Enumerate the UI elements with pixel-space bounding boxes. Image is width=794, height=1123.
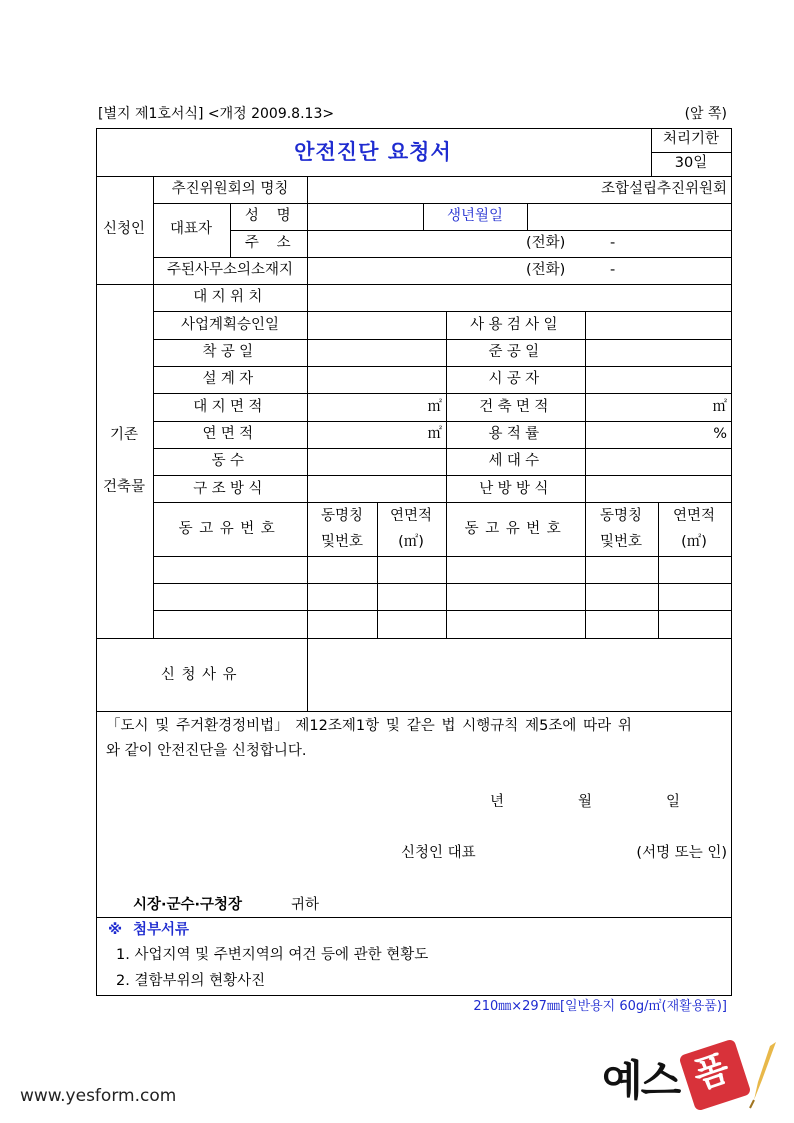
floor-area-ratio-unit: % [713,426,727,442]
pen-icon [740,1040,780,1110]
bldg-name-header-right-1: 동명칭 [599,508,643,524]
recipient: 시장·군수·구청장 [133,897,243,913]
use-inspection-date-label: 사용검사일 [470,317,562,333]
logo-text-badge: 폼 [688,1047,735,1098]
site-area-label: 대지면적 [193,399,267,415]
signature-label: (서명 또는 인) [636,845,727,861]
date-year: 년 [490,794,505,810]
building-section-label-2: 건축물 [102,479,146,495]
page-side: (앞 쪽) [684,106,727,122]
attachment-item-2: 2. 결함부위의 현황사진 [116,973,266,989]
heating-type-label: 난방방식 [479,481,553,497]
statement-line-2: 와 같이 안전진단을 신청합니다. [106,743,307,759]
date-month: 월 [578,794,593,810]
completion-date-label: 준공일 [488,344,544,360]
designer-label: 설계자 [202,371,258,387]
site-url: www.yesform.com [20,1086,177,1106]
floor-area-ratio-label: 용적률 [488,426,544,442]
address-label: 주 소 [244,235,298,251]
office-phone-label: (전화) [526,262,566,278]
form-reference: [별지 제1호서식] <개정 2009.8.13> [98,106,335,122]
representative-label: 대표자 [169,221,213,237]
household-count-label: 세대수 [488,453,544,469]
phone-label: (전화) [526,235,566,251]
recipient-suffix: 귀하 [291,897,320,913]
building-area-unit: ㎡ [712,399,727,415]
total-floor-area-unit: ㎡ [427,426,442,442]
constructor-label: 시공자 [488,371,544,387]
birth-date-label: 생년월일 [446,208,504,224]
site-location-label: 대지위치 [193,289,267,305]
bldg-name-header-left-1: 동명칭 [320,508,364,524]
office-address-field[interactable] [308,258,518,283]
unique-no-header-right: 동고유번호 [464,521,568,537]
plan-approval-date-label: 사업계획승인일 [180,317,280,333]
bldg-name-header-left-2: 및번호 [320,534,364,550]
deadline-value: 30일 [674,155,708,171]
deadline-label: 처리기한 [662,131,720,147]
office-phone-dash: - [610,262,616,278]
birth-date-field[interactable] [528,204,730,229]
yesform-logo [600,1040,780,1110]
applicant-section-label: 신청인 [102,221,146,237]
attachments-title: 첨부서류 [133,922,190,938]
site-location-field[interactable] [308,285,730,310]
reason-label: 신청사유 [160,667,244,683]
area-header-right-1: 연면적 [672,508,716,524]
logo-text-main: 예스 [602,1056,680,1105]
area-header-left-2: (㎡) [398,534,424,550]
building-count-label: 동수 [211,453,249,469]
attachments-mark: ※ [108,922,123,938]
site-area-unit: ㎡ [427,399,442,415]
phone-dash: - [610,235,616,251]
building-area-label: 건축면적 [479,399,553,415]
address-field[interactable] [308,231,518,256]
name-field[interactable] [308,204,422,229]
name-label: 성 명 [244,208,298,224]
statement-line-1: 「도시 및 주거환경정비법」 제12조제1항 및 같은 법 시행규칙 제5조에 따라 위 [106,718,632,734]
paper-spec: 210㎜×297㎜[일반용지 60g/㎡(재활용품)] [473,999,727,1014]
reason-field[interactable] [308,639,730,710]
building-section-label-1: 기존 [109,427,139,443]
total-floor-area-label: 연면적 [202,426,258,442]
applicant-rep-label: 신청인 대표 [401,845,476,861]
committee-name-value: 조합설립추진위원회 [600,181,727,197]
date-day: 일 [666,794,681,810]
structure-type-label: 구조방식 [193,481,267,497]
bldg-name-header-right-2: 및번호 [599,534,643,550]
attachment-item-1: 1. 사업지역 및 주변지역의 여건 등에 관한 현황도 [116,947,429,963]
committee-name-label: 추진위원회의 명칭 [171,181,289,197]
form-title: 안전진단 요청서 [294,140,452,164]
start-date-label: 착공일 [202,344,258,360]
area-header-left-1: 연면적 [389,508,433,524]
office-address-label: 주된사무소의소재지 [166,262,294,278]
area-header-right-2: (㎡) [681,534,707,550]
unique-no-header-left: 동고유번호 [178,521,282,537]
